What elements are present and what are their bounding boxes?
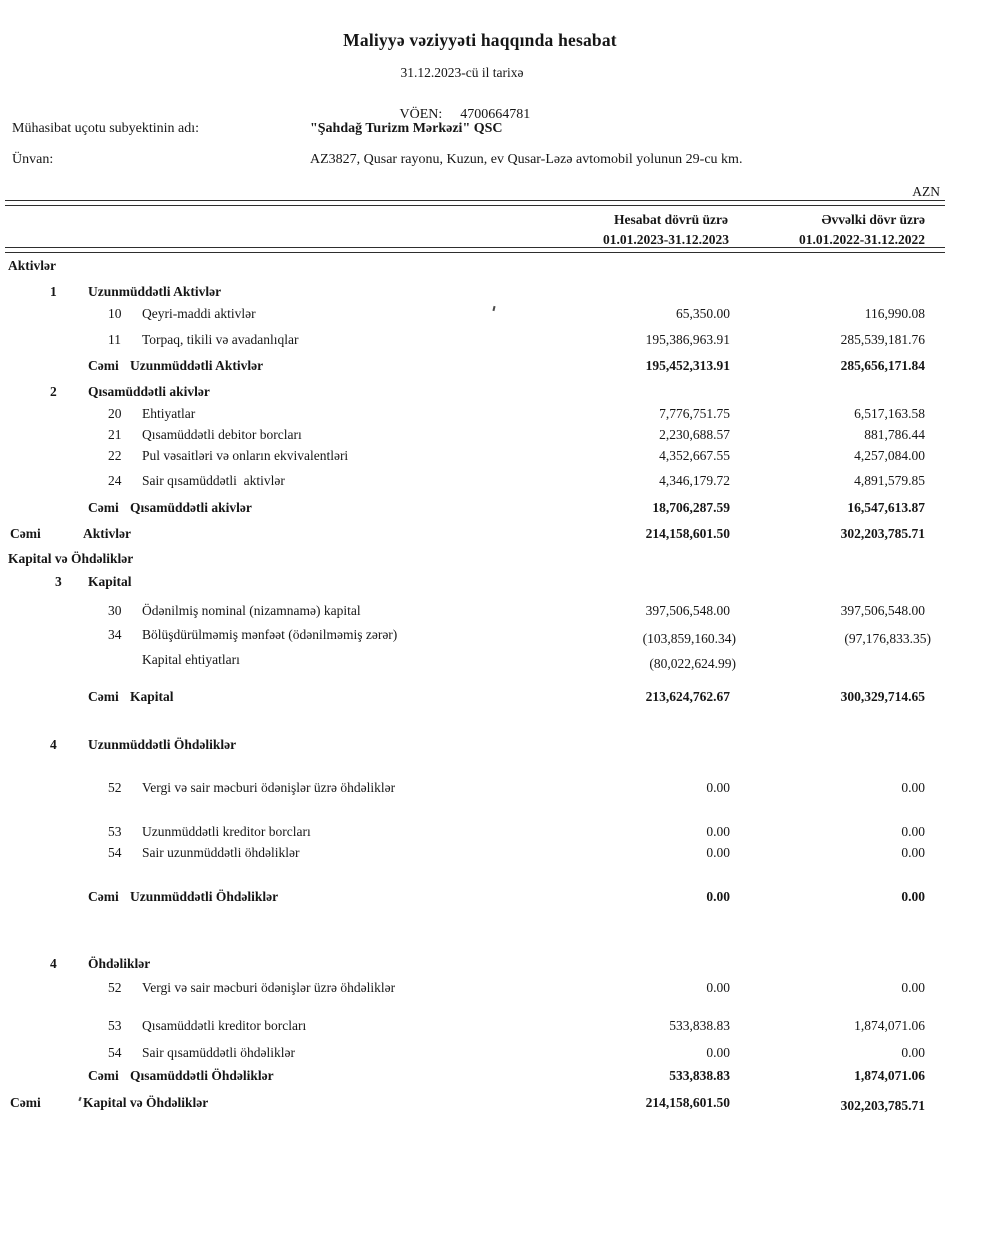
line-code: 52: [108, 780, 122, 795]
section-number: 4: [50, 956, 57, 971]
address-label: Ünvan:: [12, 152, 54, 167]
value-current: 195,386,963.91: [645, 332, 730, 347]
value-current: 4,352,667.55: [659, 448, 730, 463]
section-number: 3: [55, 574, 62, 589]
header-double-rule: [5, 247, 945, 253]
value-current: 18,706,287.59: [652, 500, 730, 515]
subtotal-row: [0, 1068, 1000, 1088]
line-label: Vergi və sair məcburi ödənişlər üzrə öhdəliklər: [142, 980, 396, 995]
line-code: 22: [108, 448, 122, 463]
value-previous: 16,547,613.87: [847, 500, 925, 515]
line-label: Ödənilmiş nominal (nizamnamə) kapital: [142, 603, 361, 618]
grandtotal-row-aktivler: [0, 526, 1000, 546]
column2-period: 01.01.2022-31.12.2022: [799, 232, 925, 247]
value-previous: 1,874,071.06: [854, 1018, 925, 1033]
line-code: 52: [108, 980, 122, 995]
value-previous: 285,539,181.76: [840, 332, 925, 347]
value-previous: 1,874,071.06: [854, 1068, 925, 1083]
item-row: [0, 473, 1000, 493]
value-current: 214,158,601.50: [645, 526, 730, 541]
line-code: 54: [108, 1045, 122, 1060]
value-current: 0.00: [706, 980, 730, 995]
line-label: Vergi və sair məcburi ödənişlər üzrə öhdəliklər: [142, 780, 396, 795]
report-title: Maliyyə vəziyyəti haqqında hesabat: [343, 30, 617, 50]
value-current: 195,452,313.91: [645, 358, 730, 373]
line-code: 10: [108, 306, 122, 321]
value-current: (103,859,160.34): [642, 631, 736, 646]
line-code: 21: [108, 427, 122, 442]
line-code: 53: [108, 1018, 122, 1033]
value-current: 0.00: [706, 780, 730, 795]
cemi-label: Cəmi: [88, 1068, 119, 1083]
item-row: [0, 332, 1000, 352]
item-row: [0, 1045, 1000, 1065]
section-row-aktivler: [0, 258, 1000, 278]
subtotal-label: Uzunmüddətli Öhdəliklər: [130, 889, 279, 904]
column2-header: Əvvəlki dövr üzrə: [821, 212, 925, 227]
value-previous: 302,203,785.71: [840, 526, 925, 541]
grandtotal-row-kapital-ve-ohdelikler: [0, 1095, 1000, 1115]
value-current: 533,838.83: [669, 1018, 730, 1033]
section-heading-row: [0, 956, 1000, 976]
value-previous: (97,176,833.35): [844, 631, 931, 646]
cemi-label: Cəmi: [88, 889, 119, 904]
item-row: [0, 652, 1000, 672]
value-current: 4,346,179.72: [659, 473, 730, 488]
cemi-label: Cəmi: [10, 526, 41, 541]
subtotal-row: [0, 689, 1000, 709]
line-label: Bölüşdürülməmiş mənfəət (ödənilməmiş zərər): [142, 627, 398, 642]
subtotal-label: Qısamüddətli akivlər: [130, 500, 252, 515]
value-current: 533,838.83: [669, 1068, 730, 1083]
line-label: Ehtiyatlar: [142, 406, 196, 421]
line-code: 11: [108, 332, 121, 347]
value-current: 214,158,601.50: [645, 1095, 730, 1110]
item-row: [0, 845, 1000, 865]
section-heading-row: [0, 384, 1000, 404]
value-previous: 0.00: [901, 845, 925, 860]
value-current: 0.00: [706, 1045, 730, 1060]
item-row: [0, 603, 1000, 623]
line-label: Sair qısamüddətli aktivlər: [142, 473, 285, 488]
column1-period: 01.01.2023-31.12.2023: [603, 232, 729, 247]
value-previous: 116,990.08: [864, 306, 925, 321]
value-previous: 397,506,548.00: [840, 603, 925, 618]
grandtotal-label: Aktivlər: [83, 526, 131, 541]
voen-value: 4700664781: [460, 107, 531, 122]
value-current: 213,624,762.67: [645, 689, 730, 704]
line-label: Qısamüddətli kreditor borcları: [142, 1018, 307, 1033]
cemi-label: Cəmi: [88, 500, 119, 515]
line-code: 53: [108, 824, 122, 839]
value-previous: 4,891,579.85: [854, 473, 925, 488]
value-previous: 0.00: [901, 980, 925, 995]
subtotal-label: Uzunmüddətli Aktivlər: [130, 358, 264, 373]
cemi-label: Cəmi: [88, 689, 119, 704]
value-previous: 0.00: [901, 1045, 925, 1060]
item-row: [0, 427, 1000, 447]
grandtotal-label: Kapital və Öhdəliklər: [83, 1095, 209, 1110]
value-previous: 0.00: [901, 824, 925, 839]
line-label: Torpaq, tikili və avadanlıqlar: [142, 332, 299, 347]
subtotal-row: [0, 889, 1000, 909]
section-heading-row: [0, 574, 1000, 594]
line-label: Qısamüddətli debitor borcları: [142, 427, 302, 442]
item-row: [0, 406, 1000, 426]
section-label: Kapital və Öhdəliklər: [8, 551, 134, 566]
line-label: Uzunmüddətli kreditor borcları: [142, 824, 311, 839]
value-previous: 6,517,163.58: [854, 406, 925, 421]
value-previous: 302,203,785.71: [840, 1098, 925, 1113]
value-previous: 881,786.44: [864, 427, 925, 442]
section-heading: Öhdəliklər: [88, 956, 151, 971]
item-row: [0, 780, 1000, 800]
value-current: 0.00: [706, 824, 730, 839]
value-current: 7,776,751.75: [659, 406, 730, 421]
line-code: 54: [108, 845, 122, 860]
line-code: 30: [108, 603, 122, 618]
section-number: 1: [50, 284, 57, 299]
cemi-label: Cəmi: [88, 358, 119, 373]
section-label: Aktivlər: [8, 258, 56, 273]
section-row-kapital-ve-ohdelikler: [0, 551, 1000, 571]
line-label: Sair uzunmüddətli öhdəliklər: [142, 845, 300, 860]
entity-name-label: Mühasibat uçotu subyektinin adı:: [12, 121, 200, 136]
currency-label: AZN: [912, 184, 940, 199]
value-previous: 0.00: [901, 780, 925, 795]
section-heading: Kapital: [88, 574, 132, 589]
value-previous: 0.00: [901, 889, 925, 904]
section-heading: Uzunmüddətli Öhdəliklər: [88, 737, 237, 752]
subtotal-row: [0, 500, 1000, 520]
line-code: 20: [108, 406, 122, 421]
section-heading-row: [0, 284, 1000, 304]
line-label: Qeyri-maddi aktivlər: [142, 306, 256, 321]
top-double-rule: [5, 200, 945, 206]
voen-label: VÖEN:: [399, 107, 443, 122]
section-heading-row: [0, 737, 1000, 757]
value-current: 397,506,548.00: [645, 603, 730, 618]
value-current: 0.00: [706, 845, 730, 860]
cemi-label: Cəmi: [10, 1095, 41, 1110]
section-heading: Qısamüddətli akivlər: [88, 384, 210, 399]
item-row: [0, 824, 1000, 844]
value-previous: 4,257,084.00: [854, 448, 925, 463]
value-current: (80,022,624.99): [649, 656, 736, 671]
item-row: [0, 306, 1000, 326]
section-heading: Uzunmüddətli Aktivlər: [88, 284, 222, 299]
subtotal-row: [0, 358, 1000, 378]
value-previous: 300,329,714.65: [840, 689, 925, 704]
line-label: Pul vəsaitləri və onların ekvivalentləri: [142, 448, 349, 463]
section-number: 4: [50, 737, 57, 752]
item-row: [0, 627, 1000, 647]
value-previous: 285,656,171.84: [840, 358, 925, 373]
value-current: 65,350.00: [676, 306, 730, 321]
subtotal-label: Kapital: [130, 689, 174, 704]
value-current: 0.00: [706, 889, 730, 904]
column1-header: Hesabat dövrü üzrə: [614, 212, 728, 227]
item-row: [0, 980, 1000, 1000]
line-code: 24: [108, 473, 122, 488]
report-date: 31.12.2023-cü il tarixə: [400, 65, 524, 80]
entity-name-value: "Şahdağ Turizm Mərkəzi" QSC: [310, 121, 503, 136]
line-label: Kapital ehtiyatları: [142, 652, 240, 667]
item-row: [0, 1018, 1000, 1038]
section-number: 2: [50, 384, 57, 399]
item-row: [0, 448, 1000, 468]
address-value: AZ3827, Qusar rayonu, Kuzun, ev Qusar-Ləzə avtomobil yolunun 29-cu km.: [310, 152, 743, 167]
value-current: 2,230,688.57: [659, 427, 730, 442]
line-label: Sair qısamüddətli öhdəliklər: [142, 1045, 295, 1060]
line-code: 34: [108, 627, 122, 642]
subtotal-label: Qısamüddətli Öhdəliklər: [130, 1068, 274, 1083]
